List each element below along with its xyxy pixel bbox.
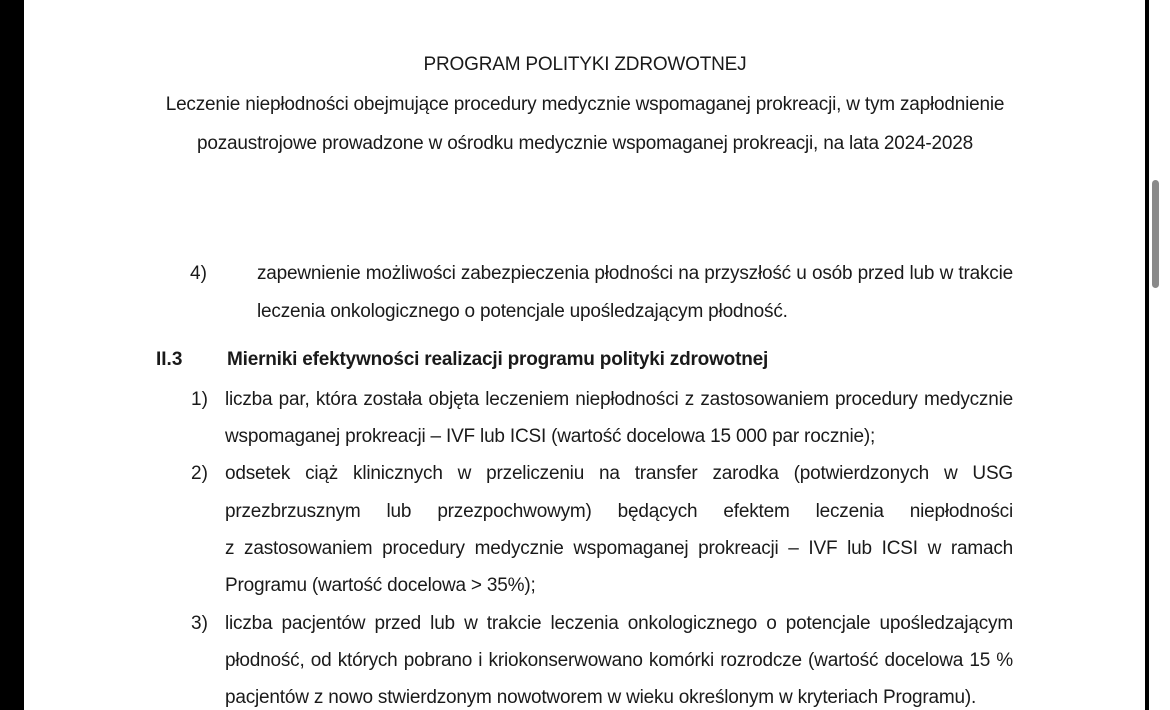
- list-item-line: Programu (wartość docelowa > 35%);: [225, 575, 536, 596]
- document-title: PROGRAM POLITYKI ZDROWOTNEJ: [423, 54, 747, 75]
- list-item-line: z zastosowaniem procedury medycznie wspomaganej prokreacji – IVF lub ICSI w ramach: [225, 538, 1013, 559]
- list-item-line: przezbrzusznym lub przezpochwowym) będących efektem leczenia niepłodności: [225, 501, 1013, 522]
- scrollbar-thumb[interactable]: [1152, 180, 1159, 288]
- list-item-number: 2): [191, 463, 208, 484]
- goal-item-line-1: zapewnienie możliwości zabezpieczenia płodności na przyszłość u osób przed lub w trakcie: [257, 263, 1013, 284]
- goal-item-line-2: leczenia onkologicznego o potencjale upośledzającym płodność.: [257, 301, 788, 322]
- list-item-number: 1): [191, 389, 208, 410]
- goal-item-number: 4): [190, 263, 207, 284]
- document-subtitle-line-2: pozaustrojowe prowadzone w ośrodku medycznie wspomaganej prokreacji, na lata 2024-2028: [197, 133, 973, 154]
- list-item-line: liczba pacjentów przed lub w trakcie leczenia onkologicznego o potencjale upośledzającym: [225, 613, 1013, 634]
- list-item-line: liczba par, która została objęta leczeniem niepłodności z zastosowaniem procedury medycznie: [225, 389, 1013, 410]
- list-item-line: pacjentów z nowo stwierdzonym nowotworem w wieku określonym w kryteriach Programu).: [225, 687, 977, 708]
- list-item-line: wspomaganej prokreacji – IVF lub ICSI (wartość docelowa 15 000 par rocznie);: [225, 426, 876, 447]
- document-subtitle-line-1: Leczenie niepłodności obejmujące procedury medycznie wspomaganej prokreacji, w tym zapłodnienie: [165, 94, 1005, 115]
- list-item-line: płodność, od których pobrano i kriokonserwowano komórki rozrodcze (wartość docelowa 15 %: [225, 650, 1013, 671]
- list-item-number: 3): [191, 613, 208, 634]
- list-item-line: odsetek ciąż klinicznych w przeliczeniu na transfer zarodka (potwierdzonych w USG: [225, 463, 1013, 484]
- section-heading: Mierniki efektywności realizacji programu polityki zdrowotnej: [227, 349, 769, 370]
- section-number: II.3: [156, 349, 183, 370]
